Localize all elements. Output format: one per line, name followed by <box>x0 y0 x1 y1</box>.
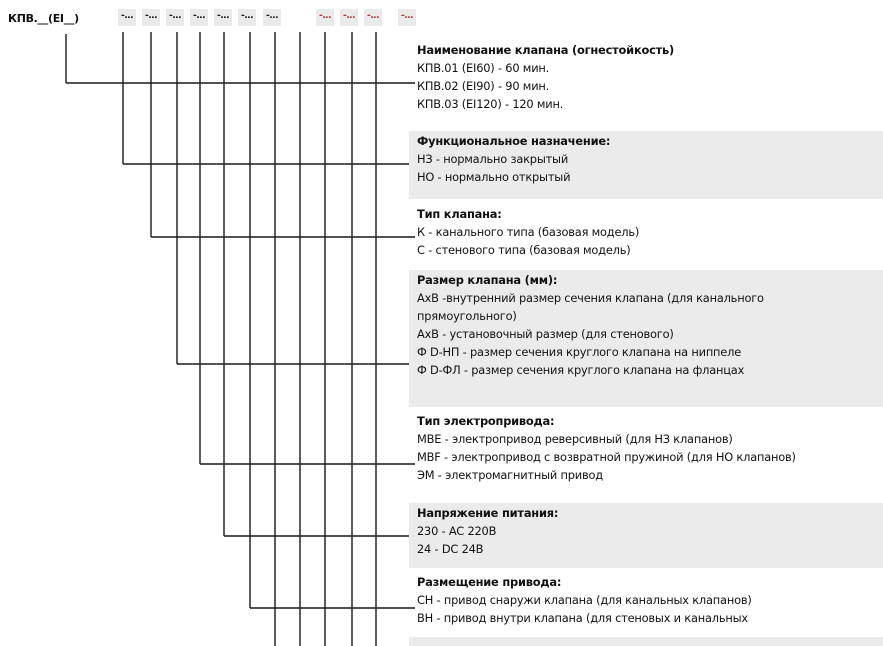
order-code-slot-text: -... <box>266 11 278 21</box>
order-code-slot-text: -... <box>401 11 413 21</box>
order-code-slot-text: -... <box>367 11 379 21</box>
section-option: КПВ.03 (EI120) - 120 мин. <box>417 97 564 111</box>
section-title: Размер клапана (мм): <box>417 273 558 287</box>
legend-section <box>409 270 883 407</box>
section-option: ЭМ - электромагнитный привод <box>417 468 603 482</box>
order-code-slot-text: -... <box>145 11 157 21</box>
section-option: АхВ -внутренний размер сечения клапана (для канального <box>417 291 764 305</box>
section-option: ВН - привод внутри клапана (для стеновых и канальных <box>417 611 748 625</box>
order-code-slot-text: -... <box>319 11 331 21</box>
section-title: Функциональное назначение: <box>417 134 611 148</box>
section-option: Ф D-ФЛ - размер сечения круглого клапана на фланцах <box>417 363 745 377</box>
section-option: Ф D-НП - размер сечения круглого клапана на ниппеле <box>417 345 742 359</box>
section-option: КПВ.02 (EI90) - 90 мин. <box>417 79 550 93</box>
section-option: НЗ - нормально закрытый <box>417 152 569 166</box>
section-title: Напряжение питания: <box>417 506 559 520</box>
section-option: MBF - электропривод с возвратной пружиной (для НО клапанов) <box>417 450 796 464</box>
next-section-band <box>409 637 883 646</box>
section-title: Размещение привода: <box>417 575 562 589</box>
section-option: 230 - AC 220B <box>417 524 497 538</box>
legend-section <box>409 503 883 568</box>
section-title: Тип клапана: <box>417 207 502 221</box>
order-code-slot-text: -... <box>343 11 355 21</box>
legend-section <box>409 572 883 646</box>
section-option: 24 - DC 24B <box>417 542 484 556</box>
section-option: прямоугольного) <box>417 309 517 323</box>
section-option: МВЕ - электропривод реверсивный (для НЗ клапанов) <box>417 432 733 446</box>
order-code-slot-text: -... <box>217 11 229 21</box>
order-code-slot-text: -... <box>121 11 133 21</box>
section-title: Тип электропривода: <box>417 414 555 428</box>
section-option: КПВ.01 (EI60) - 60 мин. <box>417 61 550 75</box>
order-code-prefix: КПВ.__(EI__) <box>8 12 79 25</box>
legend-section <box>409 40 883 126</box>
legend-section <box>409 204 883 266</box>
section-option: С - стенового типа (базовая модель) <box>417 243 631 257</box>
section-option: К - канального типа (базовая модель) <box>417 225 640 239</box>
legend-section <box>409 411 883 499</box>
section-option: СН - привод снаружи клапана (для канальных клапанов) <box>417 593 752 607</box>
order-code-slot-text: -... <box>241 11 253 21</box>
section-option: АхВ - установочный размер (для стенового) <box>417 327 674 341</box>
legend-section <box>409 131 883 199</box>
section-option: НО - нормально открытый <box>417 170 571 184</box>
section-title: Наименование клапана (огнестойкость) <box>417 43 675 57</box>
order-code-slot-text: -... <box>193 11 205 21</box>
order-code-slot-text: -... <box>169 11 181 21</box>
